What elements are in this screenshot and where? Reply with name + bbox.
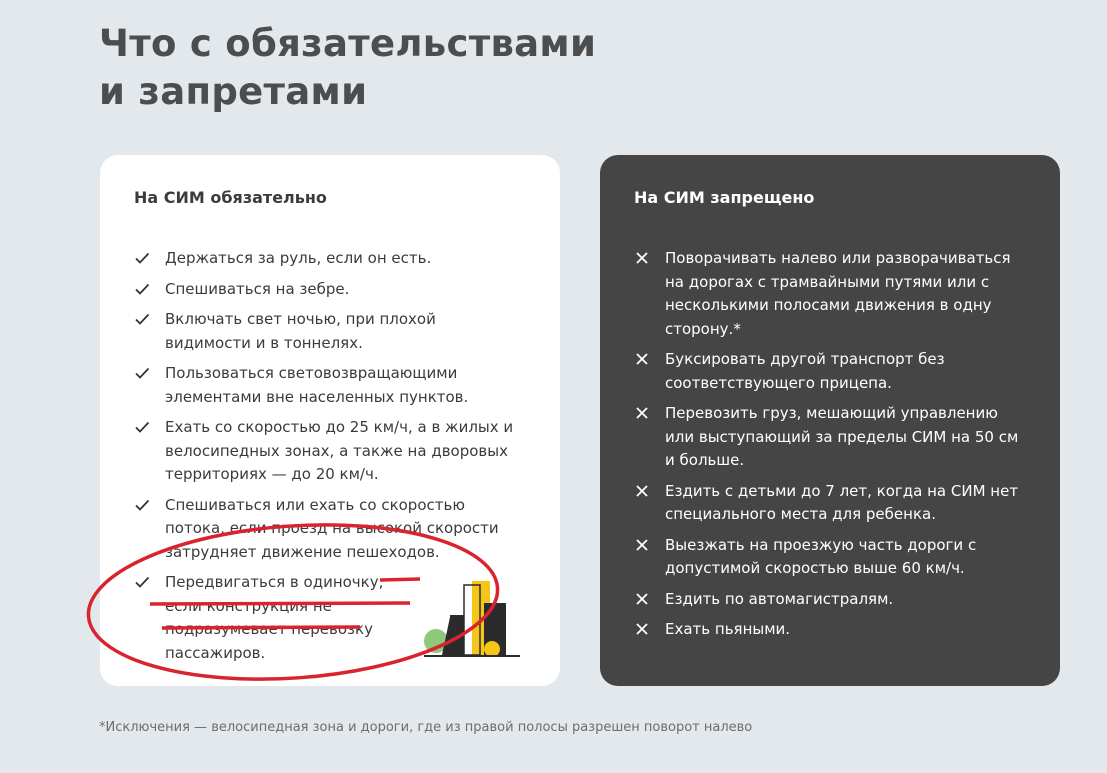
list-item — [134, 308, 526, 355]
banned-item-text: Буксировать другой транспорт без соответствующего прицепа. — [665, 350, 945, 392]
allowed-heading: На СИМ обязательно — [134, 188, 327, 207]
check-icon — [134, 250, 150, 266]
allowed-item-text: Пользоваться световозвращающими элементами вне населенных пунктов. — [165, 364, 469, 406]
list-item — [634, 348, 1026, 395]
check-icon — [134, 365, 150, 381]
banned-item-text: Перевозить груз, мешающий управлению или выступающий за пределы СИМ на 50 см и больше. — [665, 404, 1019, 469]
cross-icon — [634, 537, 650, 553]
check-icon — [134, 574, 150, 590]
cross-icon — [634, 483, 650, 499]
banned-list — [634, 247, 1026, 642]
banned-item-text: Выезжать на проезжую часть дороги с допустимой скоростью выше 60 км/ч. — [665, 535, 977, 577]
title-line-1: Что с обязательствами — [99, 22, 597, 65]
allowed-item-text: Держаться за руль, если он есть. — [165, 249, 432, 267]
banned-item-text: Ездить с детьми до 7 лет, когда на СИМ нет специального места для ребенка. — [665, 481, 1019, 523]
cross-icon — [634, 591, 650, 607]
check-icon — [134, 419, 150, 435]
list-item — [634, 402, 1026, 473]
list-item — [134, 278, 526, 302]
city-illustration — [420, 575, 525, 665]
list-item — [634, 534, 1026, 581]
list-item — [134, 416, 526, 487]
list-item — [134, 247, 526, 271]
allowed-item-text: Включать свет ночью, при плохой видимости и в тоннелях. — [165, 310, 436, 352]
list-item — [634, 618, 1026, 642]
banned-card — [600, 155, 1060, 686]
cross-icon — [634, 250, 650, 266]
check-icon — [134, 311, 150, 327]
list-item — [134, 362, 526, 409]
footnote: *Исключения — велосипедная зона и дороги, где из правой полосы разрешен поворот налево — [99, 720, 753, 735]
banned-item-text: Поворачивать налево или разворачиваться на дорогах с трамвайными путями или с несколькими полосами движения в одну сторону.* — [665, 249, 1011, 338]
tree-yellow — [484, 641, 500, 657]
allowed-item-text: Спешиваться или ехать со скоростью потока, если проезд на высокой скорости затрудняет движение пешеходов. — [165, 495, 499, 561]
cross-icon — [634, 351, 650, 367]
list-item — [134, 494, 526, 565]
list-item — [634, 247, 1026, 341]
allowed-item-text: Передвигаться в одиночку, если конструкция не подразумевает перевозку пассажиров. — [165, 573, 384, 662]
allowed-card — [100, 155, 560, 686]
ground-line — [424, 655, 520, 657]
banned-item-text: Ехать пьяными. — [665, 620, 791, 638]
check-icon — [134, 497, 150, 513]
list-item — [634, 588, 1026, 612]
allowed-item-text: Ехать со скоростью до 25 км/ч, а в жилых и велосипедных зонах, а также на дворовых территориях — до 20 км/ч. — [165, 418, 514, 483]
cross-icon — [634, 621, 650, 637]
list-item — [134, 571, 415, 665]
banned-heading: На СИМ запрещено — [634, 188, 815, 207]
cross-icon — [634, 405, 650, 421]
title-line-2: и запретами — [99, 70, 368, 113]
allowed-item-text: Спешиваться на зебре. — [165, 279, 350, 298]
banned-item-text: Ездить по автомагистралям. — [665, 589, 894, 608]
page-title — [99, 20, 596, 116]
check-icon — [134, 281, 150, 297]
list-item — [634, 480, 1026, 527]
